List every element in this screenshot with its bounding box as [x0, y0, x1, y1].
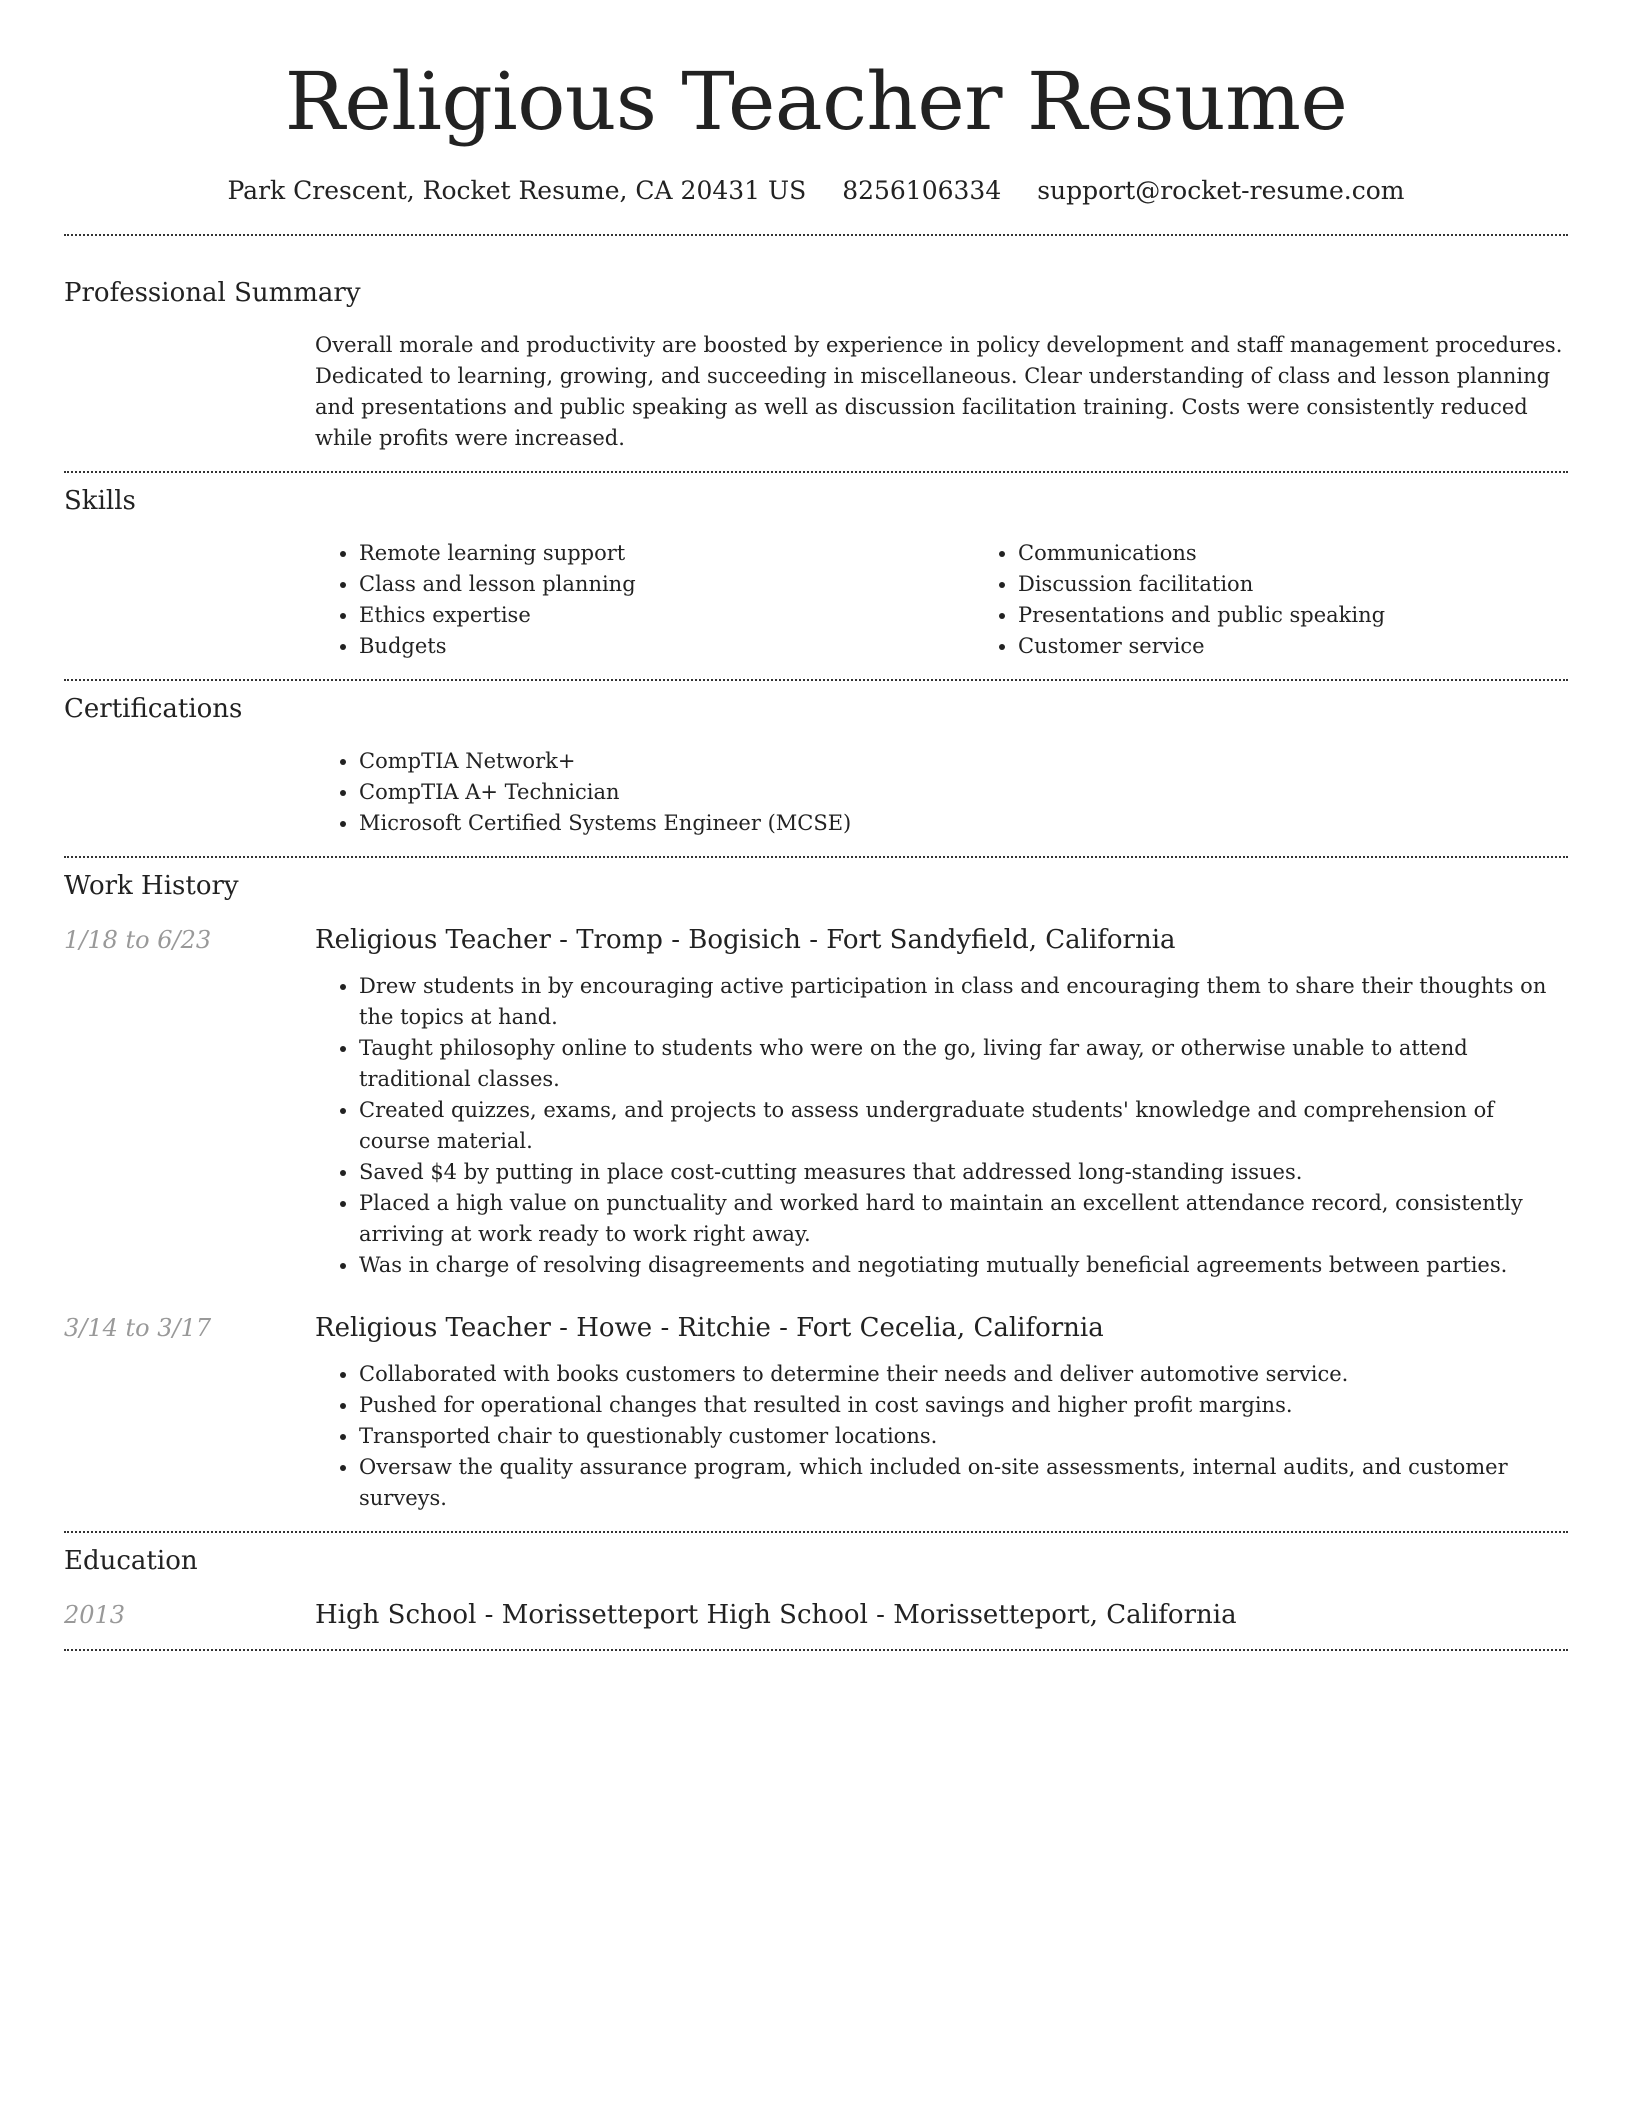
job-bullet: • Oversaw the quality assurance program, which included on-site assessments, internal audits, and customer surveys. — [359, 1452, 1568, 1514]
certifications-heading: Certifications — [64, 694, 243, 724]
education-title: High School - Morissetteport High School - Morissetteport, California — [315, 1600, 1237, 1630]
skill-item: • Remote learning support — [359, 538, 974, 569]
education-entry — [64, 1598, 1568, 1632]
skills-list-right — [974, 538, 1568, 662]
job-bullet: • Pushed for operational changes that resulted in cost savings and higher profit margins. — [359, 1390, 1568, 1421]
education-date: 2013 — [64, 1601, 126, 1629]
job-title: Religious Teacher - Howe - Ritchie - Fort Cecelia, California — [315, 1313, 1104, 1343]
job-entry — [64, 1311, 1568, 1514]
skills-list-left — [315, 538, 974, 662]
job-bullet: • Saved $4 by putting in place cost-cutting measures that addressed long-standing issues. — [359, 1157, 1568, 1188]
skills-section — [64, 473, 1568, 662]
job-bullet: • Drew students in by encouraging active participation in class and encouraging them to share their thoughts on the topics at hand. — [359, 971, 1568, 1033]
resume-header — [64, 0, 1568, 208]
education-heading: Education — [64, 1546, 198, 1576]
job-entry — [64, 923, 1568, 1281]
divider — [64, 1649, 1568, 1651]
job-dates: 1/18 to 6/23 — [64, 926, 212, 954]
work-history-heading: Work History — [64, 871, 239, 901]
contact-address: Park Crescent, Rocket Resume, CA 20431 US — [227, 176, 807, 205]
job-bullet: • Transported chair to questionably customer locations. — [359, 1421, 1568, 1452]
summary-section — [64, 236, 1568, 454]
certifications-section — [64, 681, 1568, 839]
skill-item: • Presentations and public speaking — [1018, 600, 1568, 631]
job-bullet: • Created quizzes, exams, and projects to assess undergraduate students' knowledge and comprehension of course material. — [359, 1095, 1568, 1157]
work-history-section — [64, 858, 1568, 1514]
job-dates: 3/14 to 3/17 — [64, 1314, 212, 1342]
skill-item: • Discussion facilitation — [1018, 569, 1568, 600]
certifications-list — [315, 746, 1568, 839]
skill-item: • Class and lesson planning — [359, 569, 974, 600]
summary-text: Overall morale and productivity are boosted by experience in policy development and staff management procedures. Dedicated to learning, growing, and succeeding in miscellaneous. Clear understanding of class and lesson planning and presentations and public speaking as well as discussion facilitation training. Costs were consistently reduced while profits were increased. — [315, 333, 1563, 450]
job-bullet: • Taught philosophy online to students who were on the go, living far away, or otherwise unable to attend traditional classes. — [359, 1033, 1568, 1095]
skill-item: • Customer service — [1018, 631, 1568, 662]
skill-item: • Ethics expertise — [359, 600, 974, 631]
contact-line — [64, 174, 1568, 208]
job-bullet: • Collaborated with books customers to determine their needs and deliver automotive service. — [359, 1359, 1568, 1390]
resume-title: Religious Teacher Resume — [284, 55, 1348, 148]
certification-item: • CompTIA A+ Technician — [359, 777, 1568, 808]
job-bullets — [315, 1359, 1568, 1514]
job-title: Religious Teacher - Tromp - Bogisich - Fort Sandyfield, California — [315, 925, 1176, 955]
job-bullet: • Placed a high value on punctuality and worked hard to maintain an excellent attendance record, consistently arriving at work ready to work right away. — [359, 1188, 1568, 1250]
summary-heading: Professional Summary — [64, 278, 361, 308]
job-bullet: • Was in charge of resolving disagreements and negotiating mutually beneficial agreements between parties. — [359, 1250, 1568, 1281]
contact-phone: 8256106334 — [842, 176, 1002, 205]
skill-item: • Budgets — [359, 631, 974, 662]
skills-heading: Skills — [64, 486, 136, 516]
job-bullets — [315, 971, 1568, 1281]
education-section — [64, 1533, 1568, 1632]
contact-email: support@rocket-resume.com — [1037, 176, 1405, 205]
skill-item: • Communications — [1018, 538, 1568, 569]
certification-item: • CompTIA Network+ — [359, 746, 1568, 777]
certification-item: • Microsoft Certified Systems Engineer (MCSE) — [359, 808, 1568, 839]
